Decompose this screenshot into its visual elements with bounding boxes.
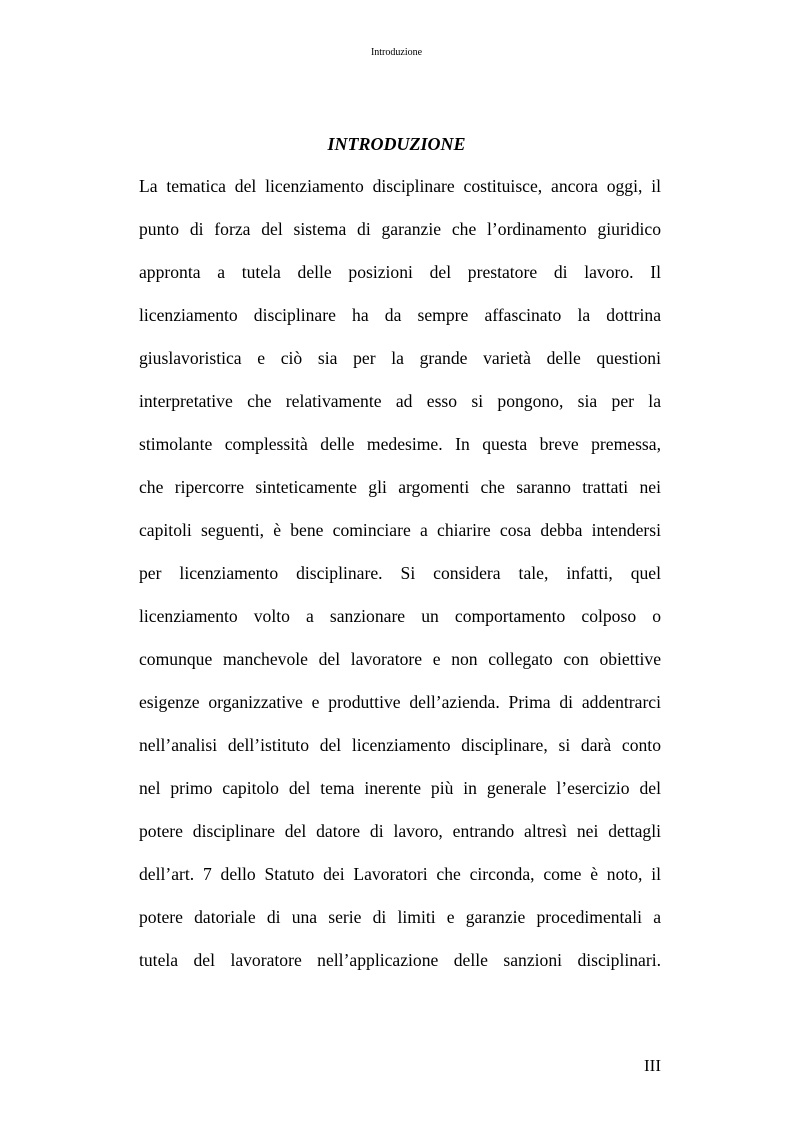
text-line: giuslavoristica e ciò sia per la grande varietà delle questioni xyxy=(139,348,661,368)
text-line: stimolante complessità delle medesime. In questa breve premessa, xyxy=(139,434,661,454)
chapter-title: INTRODUZIONE xyxy=(327,134,466,154)
page-number: III xyxy=(644,1056,661,1075)
text-line: esigenze organizzative e produttive dell’azienda. Prima di addentrarci xyxy=(139,692,661,712)
text-line: licenziamento disciplinare ha da sempre affascinato la dottrina xyxy=(139,305,661,325)
text-line: licenziamento volto a sanzionare un comportamento colposo o xyxy=(139,606,661,626)
text-line: La tematica del licenziamento disciplinare costituisce, ancora oggi, il xyxy=(139,176,661,196)
text-line: per licenziamento disciplinare. Si considera tale, infatti, quel xyxy=(139,563,661,583)
text-line: comunque manchevole del lavoratore e non collegato con obiettive xyxy=(139,649,661,669)
text-line: capitoli seguenti, è bene cominciare a chiarire cosa debba intendersi xyxy=(139,520,661,540)
text-line: che ripercorre sinteticamente gli argomenti che saranno trattati nei xyxy=(139,477,661,497)
body-paragraph xyxy=(139,165,661,982)
running-header: Introduzione xyxy=(370,47,423,58)
text-line: nel primo capitolo del tema inerente più in generale l’esercizio del xyxy=(139,778,661,798)
text-line: tutela del lavoratore nell’applicazione delle sanzioni disciplinari. xyxy=(139,950,661,970)
text-line: dell’art. 7 dello Statuto dei Lavoratori che circonda, come è noto, il xyxy=(139,864,661,884)
text-line: appronta a tutela delle posizioni del prestatore di lavoro. Il xyxy=(139,262,661,282)
text-line: nell’analisi dell’istituto del licenziamento disciplinare, si darà conto xyxy=(139,735,661,755)
text-line: potere datoriale di una serie di limiti e garanzie procedimentali a xyxy=(139,907,661,927)
text-line: punto di forza del sistema di garanzie che l’ordinamento giuridico xyxy=(139,219,661,239)
text-line: potere disciplinare del datore di lavoro, entrando altresì nei dettagli xyxy=(139,821,661,841)
text-line: interpretative che relativamente ad esso si pongono, sia per la xyxy=(139,391,661,411)
